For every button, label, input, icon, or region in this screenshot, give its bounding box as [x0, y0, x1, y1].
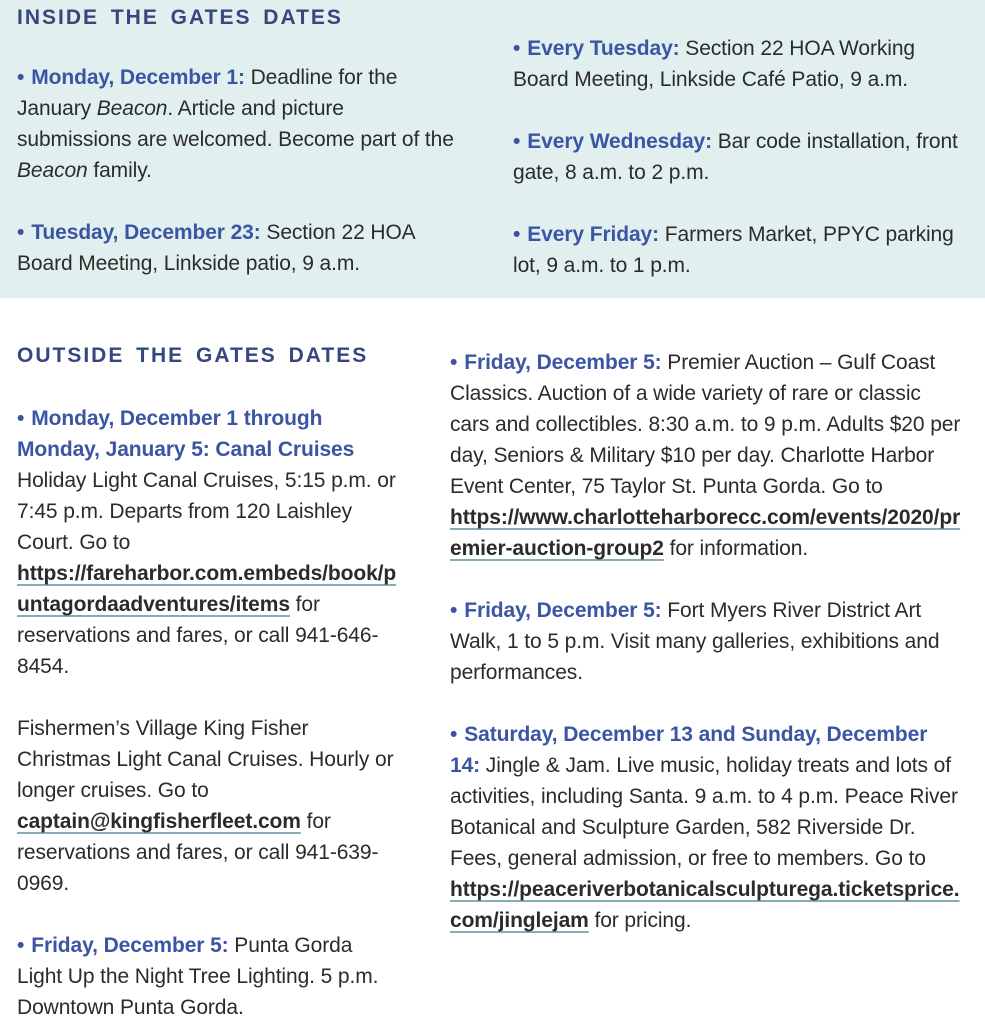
- event-date: Friday, December 5:: [31, 934, 229, 957]
- bullet-icon: •: [17, 221, 25, 244]
- event-item: [17, 930, 397, 1023]
- event-text: for reservations and fares, or call 941-639-0969.: [17, 810, 379, 895]
- outside-left-items: [17, 403, 397, 1023]
- bullet-icon: •: [513, 37, 521, 60]
- bullet-icon: •: [450, 599, 458, 622]
- outside-heading: OUTSIDE THE GATES DATES: [17, 344, 369, 367]
- event-date: Every Friday:: [527, 223, 660, 246]
- event-text: for information.: [663, 537, 809, 560]
- event-text: for pricing.: [588, 909, 692, 932]
- event-date: Tuesday, December 23:: [31, 221, 261, 244]
- bullet-icon: •: [450, 351, 458, 374]
- inside-the-gates-section: [0, 0, 985, 298]
- event-text: Section 22 HOA Board Meeting, Linkside patio, 9 a.m.: [17, 221, 415, 275]
- event-item: [17, 62, 462, 186]
- inside-left-column: [17, 4, 462, 298]
- bullet-icon: •: [450, 723, 458, 746]
- event-text: Bar code installation, front gate, 8 a.m. to 2 p.m.: [513, 130, 958, 184]
- event-item: [450, 719, 962, 936]
- bullet-icon: •: [17, 407, 25, 430]
- event-link[interactable]: https://peaceriverbotanicalsculpturega.ticketsprice.com/jinglejam: [450, 878, 960, 932]
- event-text: Beacon: [17, 159, 88, 182]
- event-date: Every Wednesday:: [527, 130, 713, 153]
- event-text: Punta Gorda Light Up the Night Tree Lighting. 5 p.m. Downtown Punta Gorda.: [17, 934, 379, 1019]
- event-item: [450, 595, 962, 688]
- bullet-icon: •: [17, 934, 25, 957]
- event-item: [450, 347, 962, 564]
- outside-right-items: [450, 347, 962, 936]
- event-link[interactable]: https://www.charlotteharborecc.com/events/2020/premier-auction-group2: [450, 506, 961, 560]
- event-text: for reservations and fares, or call 941-646-8454.: [17, 593, 379, 678]
- event-text: Beacon: [96, 97, 168, 120]
- event-item: [513, 219, 965, 281]
- event-text: Section 22 HOA Working Board Meeting, Linkside Café Patio, 9 a.m.: [513, 37, 915, 91]
- outside-the-gates-section: [0, 298, 985, 1024]
- event-link[interactable]: https://fareharbor.com.embeds/book/puntagordaadventures/items: [17, 562, 397, 616]
- event-text: Jingle & Jam. Live music, holiday treats and lots of activities, including Santa. 9 a.m. to 4 p.m. Peace River Botanical and Sculpture Garden, 582 Riverside Dr. Fees, general admission, or free to members. Go to: [450, 754, 958, 870]
- event-item: [513, 33, 965, 95]
- event-link[interactable]: captain@kingfisherfleet.com: [17, 810, 301, 833]
- event-text: Deadline for the January: [17, 66, 398, 120]
- event-text: Premier Auction – Gulf Coast Classics. Auction of a wide variety of rare or classic cars and collectibles. 8:30 a.m. to 9 p.m. Adults $20 per day, Seniors & Military $10 per day. Charlotte Harbor Event Center, 75 Taylor St. Punta Gorda. Go to: [450, 351, 961, 498]
- event-text: Fishermen’s Village King Fisher Christmas Light Canal Cruises. Hourly or longer cruises. Go to: [17, 717, 394, 802]
- event-item: [17, 403, 397, 682]
- bullet-icon: •: [513, 130, 521, 153]
- bullet-icon: •: [17, 66, 25, 89]
- event-text: Farmers Market, PPYC parking lot, 9 a.m. to 1 p.m.: [513, 223, 954, 277]
- inside-left-items: [17, 62, 462, 279]
- outside-left-column: [17, 342, 397, 1024]
- event-text: Fort Myers River District Art Walk, 1 to 5 p.m. Visit many galleries, exhibitions and performances.: [450, 599, 940, 684]
- inside-right-items: [513, 33, 965, 281]
- event-date: Monday, December 1 through Monday, January 5: Canal Cruises: [17, 407, 355, 461]
- event-text: . Article and picture submissions are welcomed. Become part of the: [17, 97, 454, 151]
- event-item: [17, 217, 462, 279]
- outside-right-column: [450, 342, 962, 1024]
- event-item: [513, 126, 965, 188]
- event-date: Monday, December 1:: [31, 66, 245, 89]
- bullet-icon: •: [513, 223, 521, 246]
- event-text: Holiday Light Canal Cruises, 5:15 p.m. or 7:45 p.m. Departs from 120 Laishley Court. Go to: [17, 469, 396, 554]
- event-text: family.: [87, 159, 152, 182]
- event-date: Friday, December 5:: [464, 351, 662, 374]
- inside-heading: INSIDE THE GATES DATES: [17, 6, 343, 29]
- event-date: Every Tuesday:: [527, 37, 680, 60]
- inside-right-column: [513, 4, 965, 298]
- event-date: Saturday, December 13 and Sunday, December 14:: [450, 723, 928, 777]
- event-date: Friday, December 5:: [464, 599, 662, 622]
- event-item: [17, 713, 397, 899]
